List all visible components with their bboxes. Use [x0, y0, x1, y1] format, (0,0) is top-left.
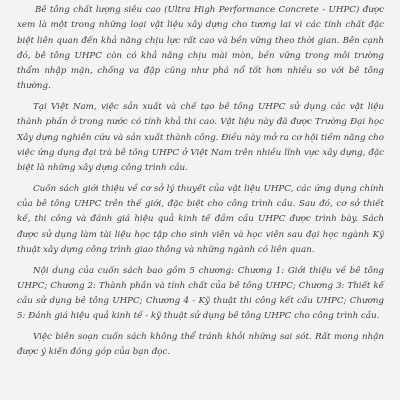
paragraph-book-overview: Cuốn sách giới thiệu về cơ sở lý thuyết của vật liệu UHPC, các ứng dụng chính của bê tông UHPC trên thế giới, đặc biệt cho công trình cầu. Sau đó, cơ sở thiết kế, thi công và đánh giá hiệu quả kinh tế đầm cầu UHPC được trình bày. Sách được sử dụng làm tài liệu học tập cho sinh viên và học viên sau đại học ngành Kỹ thuật xây dựng công trình giao thông và những ngành có liên quan.: [17, 183, 384, 255]
paragraph-vietnam: Tại Việt Nam, việc sản xuất và chế tạo bê tông UHPC sử dụng các vật liệu thành phần ở trong nước có tính khả thi cao. Vật liệu này đã được Trường Đại học Xây dựng nghiên cứu và sản xuất thành công. Điều này mở ra cơ hội tiềm năng cho việc ứng dụng đại trà bê tông UHPC ở Việt Nam trên nhiều lĩnh vực xây dựng, đặc biệt là những xây dựng công trình cầu.: [17, 102, 384, 173]
paragraph-chapters: Nội dung của cuốn sách bao gồm 5 chương: Chương 1: Giới thiệu về bê tông UHPC; Chương 2: Thành phần và tính chất của bê tông UHPC; Chương 3: Thiết kế cầu sử dụng bê tông UHPC; Chương 4 - Kỹ thuật thi công kết cấu UHPC; Chương 5: Đánh giá hiệu quả kinh tế - kỹ thuật sử dụng bê tông UHPC cho công trình cầu.: [17, 265, 384, 322]
paragraph-closing: Việc biên soạn cuốn sách không thể tránh khỏi những sai sót. Rất mong nhận được ý kiến đóng góp của bạn đọc.: [17, 332, 384, 358]
paragraph-intro: Bê tông chất lượng siêu cao (Ultra High Performance Concrete - UHPC) được xem là một trong những loại vật liệu xây dựng cho tương lai vì các tính chất đặc biệt liên quan đến khả năng chịu lực rất cao và bền vững theo thời gian. Bên cạnh đó, bê tông UHPC còn có khả năng chịu mài mòn, bền vững trong môi trường thẩm nhập mặn, chống va đập cũng như phá nổ tốt hơn nhiều so với bê tông thường.: [17, 5, 384, 92]
